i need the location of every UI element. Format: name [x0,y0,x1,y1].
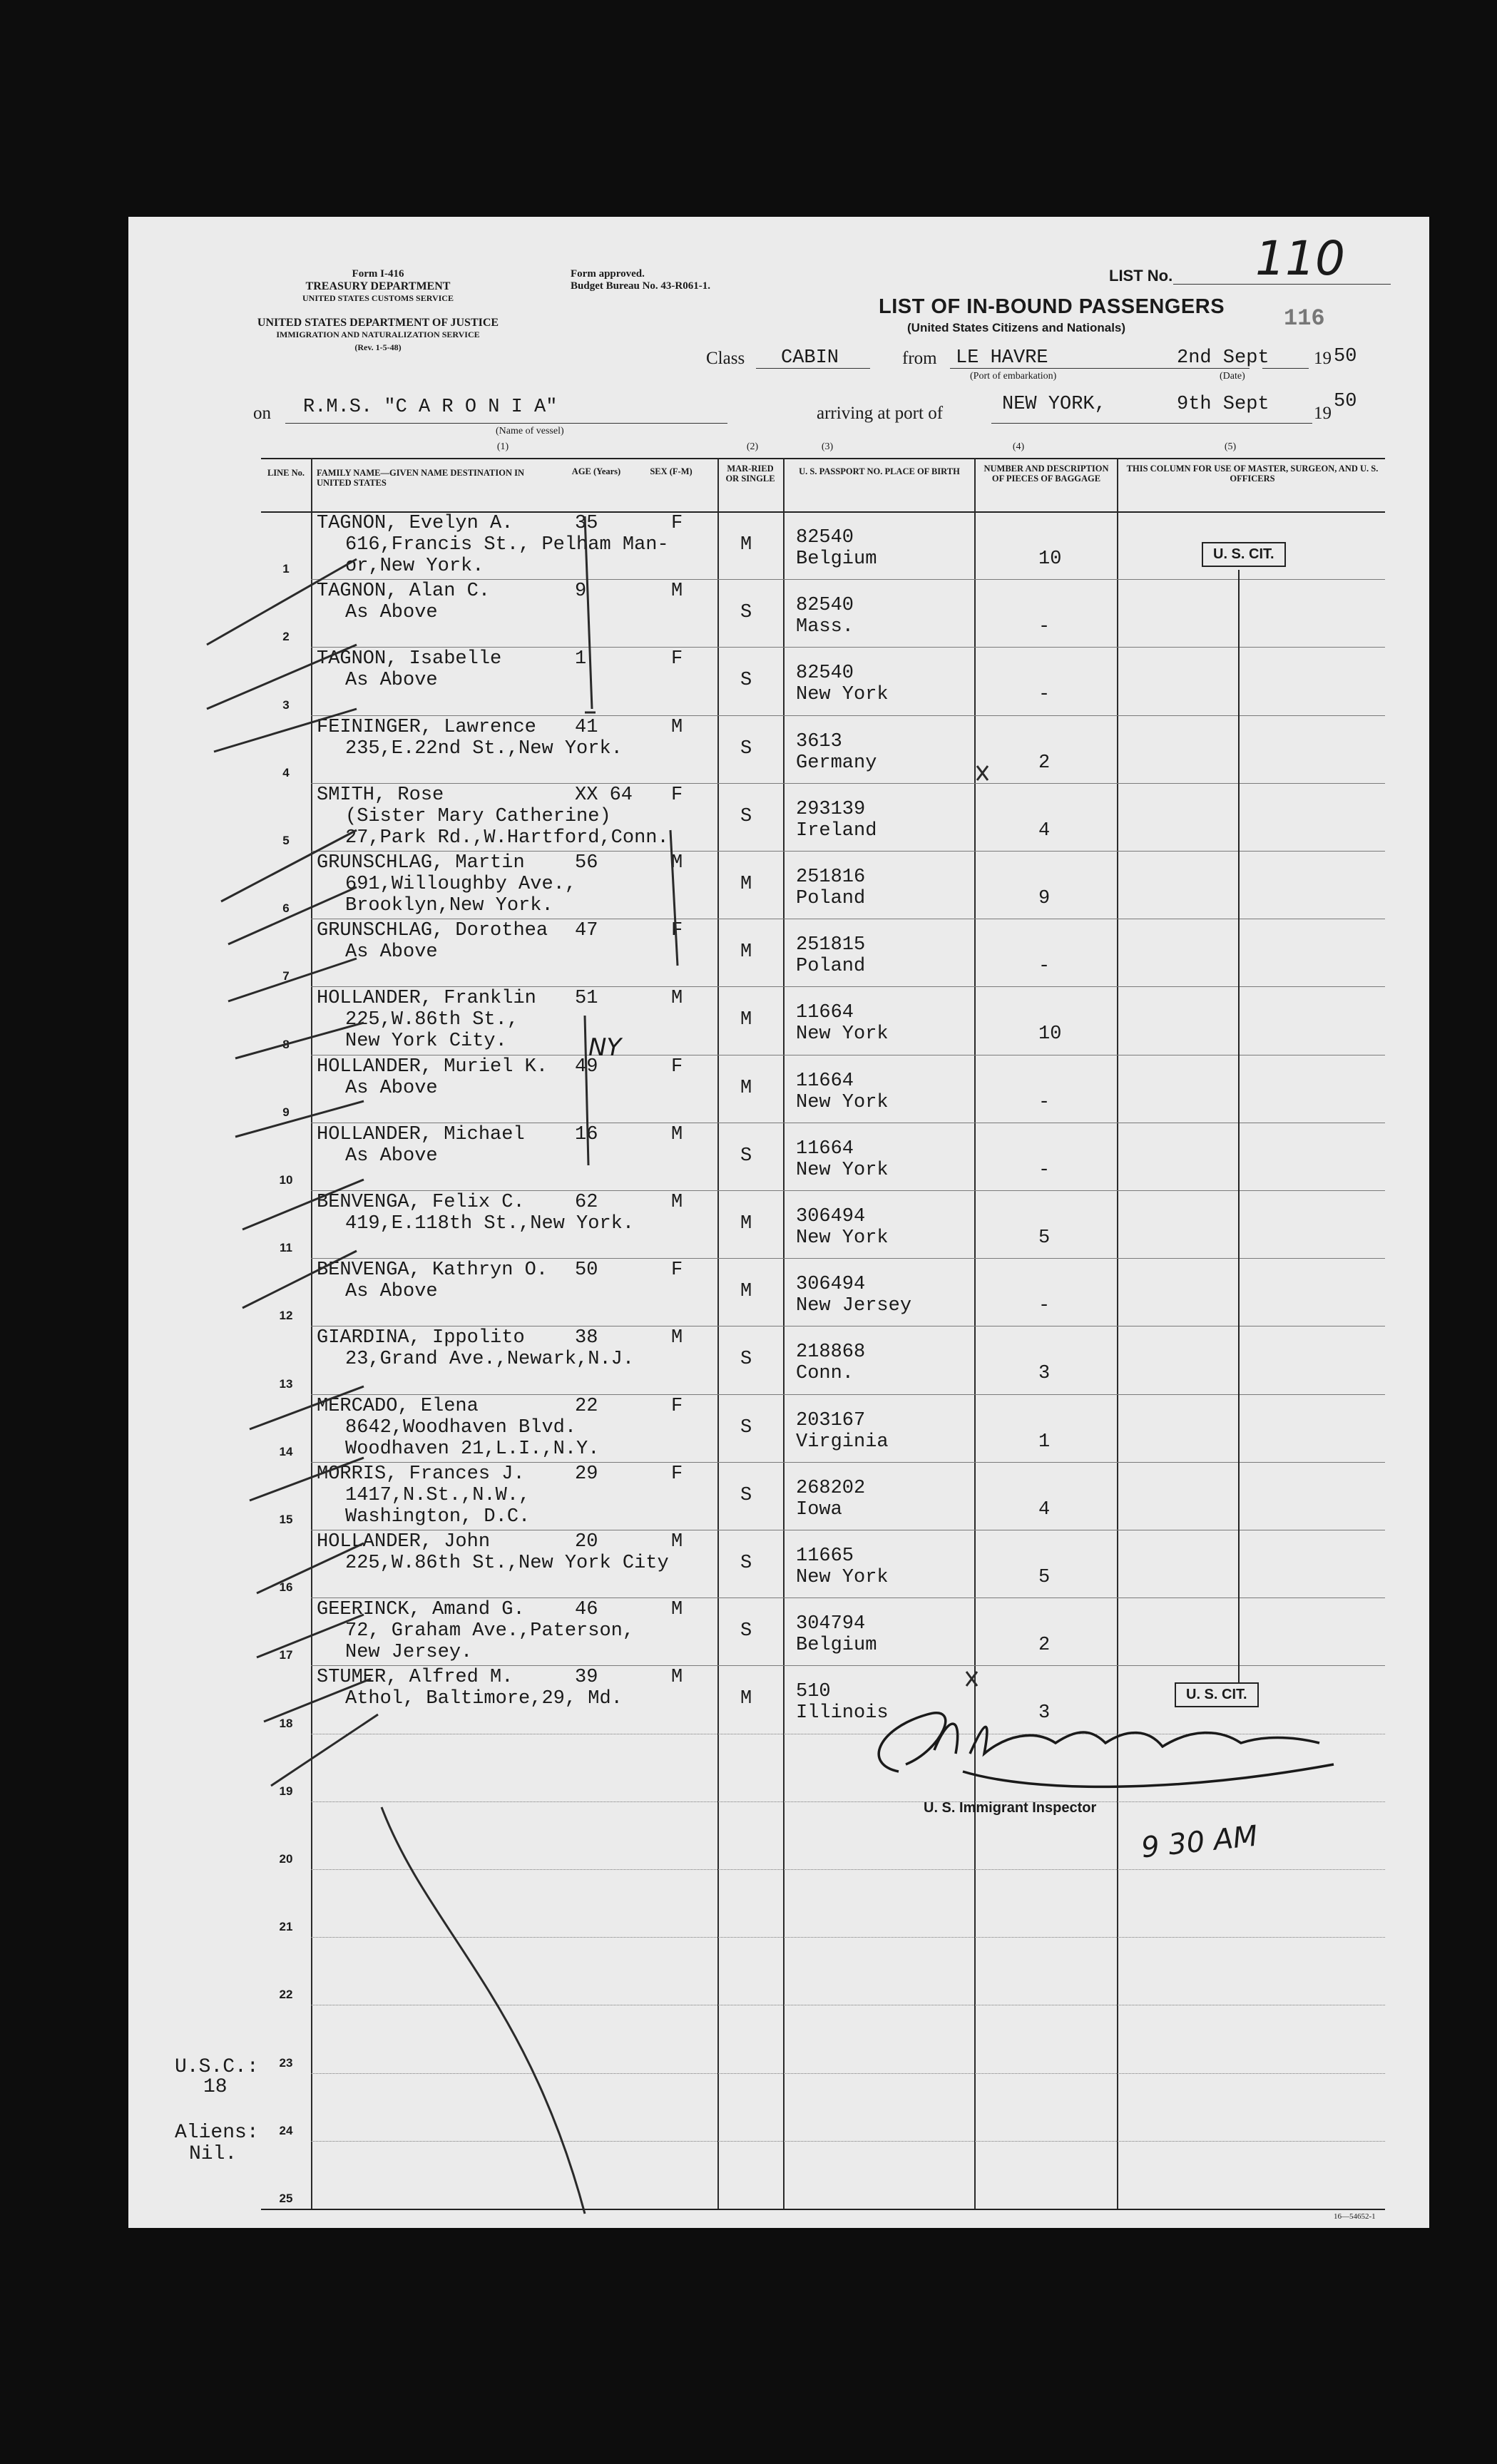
line-number: 20 [279,1852,293,1866]
marital-status: S [740,1349,752,1371]
line-number: 19 [279,1784,293,1798]
passenger-sex: F [671,1395,683,1417]
passenger-address: As Above [345,1281,438,1303]
place-of-birth: New York [796,1159,889,1181]
passport-number: 510 [796,1681,831,1703]
passenger-age: 16 [575,1123,598,1145]
baggage-count: 3 [1038,1702,1051,1724]
col-header-sex: SEX (F-M) [650,466,693,476]
passenger-sex: F [671,648,683,670]
baggage-count: - [1038,616,1051,638]
date-caption: (Date) [1220,371,1245,382]
passenger-name: TAGNON, Evelyn A. [317,513,514,534]
passenger-name: BENVENGA, Felix C. [317,1192,525,1213]
passenger-address: 72, Graham Ave.,Paterson, [345,1620,635,1642]
passenger-name: GEERINCK, Amand G. [317,1599,525,1621]
passenger-age: 56 [575,852,598,874]
col-header-baggage: NUMBER AND DESCRIPTION OF PIECES OF BAGGAGE [983,464,1109,484]
place-of-birth: Belgium [796,1635,877,1657]
passenger-name: GIARDINA, Ippolito [317,1327,525,1349]
passenger-address-2: Washington, D.C. [345,1506,531,1528]
passenger-sex: M [671,988,683,1010]
place-of-birth: Ireland [796,819,877,842]
passenger-age: 29 [575,1463,598,1485]
baggage-count: - [1038,956,1051,978]
marital-status: M [740,1213,752,1234]
marital-status: M [740,1009,752,1031]
place-of-birth: New York [796,1023,889,1046]
place-of-birth: Virginia [796,1431,889,1453]
baggage-count: - [1038,684,1051,706]
marital-status: M [740,1077,752,1099]
col-header-remarks: THIS COLUMN FOR USE OF MASTER, SURGEON, AND U. S. OFFICERS [1126,464,1379,484]
baggage-count: - [1038,1295,1051,1317]
marital-status: M [740,874,752,895]
ny-annotation: NY [588,1033,622,1062]
baggage-count: 4 [1038,819,1051,842]
line-number: 22 [279,1988,293,2002]
baggage-count: 2 [1038,752,1051,774]
passenger-sex: M [671,1192,683,1213]
passenger-sex: M [671,1531,683,1553]
passenger-age: 22 [575,1395,598,1417]
list-no-handwritten: 110 [1255,231,1345,286]
line-number: 17 [279,1648,293,1662]
list-no-label: LIST No. [1109,267,1173,285]
passenger-name: MERCADO, Elena [317,1395,479,1417]
treasury-dept: TREASURY DEPARTMENT [305,280,451,292]
inspector-title: U. S. Immigrant Inspector [924,1800,1097,1816]
passenger-name: FEININGER, Lawrence [317,716,536,738]
list-no-stamped: 116 [1284,305,1325,332]
marital-status: M [740,1688,752,1710]
form-number: Form I-416 [352,268,404,280]
passenger-sex: F [671,920,683,942]
aliens-count: Nil. [189,2143,237,2165]
arrival-port: NEW YORK, [1002,394,1106,415]
place-of-birth: Belgium [796,548,877,570]
passenger-address-2: 27,Park Rd.,W.Hartford,Conn. [345,827,669,849]
passenger-address: 225,W.86th St.,New York City [345,1553,669,1574]
passenger-address: 1417,N.St.,N.W., [345,1484,531,1506]
passenger-address-2: New Jersey. [345,1642,473,1664]
passenger-age: 20 [575,1531,598,1553]
passenger-address: 419,E.118th St.,New York. [345,1213,635,1234]
line-number: 1 [282,562,290,576]
line-number: 9 [282,1105,290,1119]
passenger-name: GRUNSCHLAG, Dorothea [317,920,548,942]
passenger-address-2: or,New York. [345,556,484,577]
passenger-manifest-sheet [128,217,1429,2228]
passenger-address: 691,Willoughby Ave., [345,874,577,895]
usc-label: U.S.C.: [175,2056,259,2078]
line-number: 25 [279,2192,293,2205]
line-number: 16 [279,1580,293,1595]
arriving-label: arriving at port of [817,404,944,423]
line-number: 3 [282,697,290,712]
line-number: 2 [282,630,290,644]
line-number: 6 [282,901,290,916]
passenger-address-2: Woodhaven 21,L.I.,N.Y. [345,1438,600,1460]
column-number: (4) [1012,441,1025,452]
column-number: (2) [746,441,759,452]
class-value: CABIN [781,347,839,369]
line-number: 10 [279,1173,293,1187]
passenger-address: 616,Francis St., Pelham Man- [345,534,669,556]
place-of-birth: Poland [796,888,866,909]
passport-number: 82540 [796,527,854,548]
column-number: (5) [1224,441,1237,452]
passenger-age: 46 [575,1599,598,1621]
passenger-name: HOLLANDER, Michael [317,1123,525,1145]
passenger-address-2: Brooklyn,New York. [345,895,553,916]
baggage-count: 4 [1038,1498,1051,1520]
passenger-age: 1 [575,648,587,670]
passport-number: 251816 [796,867,866,888]
passport-number: 251815 [796,934,866,956]
line-number: 12 [279,1309,293,1323]
marital-status: S [740,737,752,760]
baggage-count: 9 [1038,888,1051,909]
line-number: 8 [282,1037,290,1051]
passenger-address: 23,Grand Ave.,Newark,N.J. [345,1349,635,1371]
passport-number: 3613 [796,730,842,752]
passport-number: 203167 [796,1409,866,1431]
departure-year: 50 [1334,346,1357,367]
passenger-name: HOLLANDER, John [317,1531,491,1553]
line-number: 11 [280,1241,292,1255]
passenger-address: As Above [345,670,438,692]
line-number: 5 [282,834,290,847]
customs-service: UNITED STATES CUSTOMS SERVICE [302,293,454,303]
baggage-count: 1 [1038,1431,1051,1453]
marital-status: S [740,1484,752,1506]
baggage-count: - [1038,1159,1051,1181]
marital-status: M [740,941,752,963]
passenger-address: 235,E.22nd St.,New York. [345,737,623,760]
page-title: LIST OF IN-BOUND PASSENGERS [879,295,1225,318]
place-of-birth: New York [796,1091,889,1113]
from-value: LE HAVRE [956,347,1048,369]
passport-number: 11664 [796,1138,854,1160]
marital-status: S [740,602,752,624]
form-approved: Form approved. [571,268,645,280]
baggage-count: 5 [1038,1227,1051,1249]
passport-number: 11665 [796,1545,854,1567]
baggage-count: 5 [1038,1567,1051,1588]
passenger-name: GRUNSCHLAG, Martin [317,852,525,874]
page-subtitle: (United States Citizens and Nationals) [907,321,1126,334]
passenger-address: As Above [345,1077,438,1099]
vessel-name: R.M.S. "C A R O N I A" [303,397,558,418]
marital-status: S [740,1553,752,1574]
passenger-address: As Above [345,941,438,963]
passenger-name: HOLLANDER, Muriel K. [317,1055,548,1078]
passenger-age: 51 [575,988,598,1010]
passenger-sex: F [671,1463,683,1485]
line-number: 14 [279,1444,293,1458]
inspection-time: 9 30 AM [1140,1819,1260,1865]
marital-status: S [740,670,752,692]
place-of-birth: New York [796,1227,889,1249]
passenger-name: MORRIS, Frances J. [317,1463,525,1485]
marital-status: S [740,1416,752,1438]
col-header-name: FAMILY NAME—GIVEN NAME DESTINATION IN UNITED STATES [317,468,524,488]
baggage-count: 3 [1038,1363,1051,1385]
place-of-birth: Iowa [796,1498,842,1520]
passport-number: 11664 [796,1070,854,1092]
passenger-age: XX 64 [575,784,633,806]
passenger-name: STUMER, Alfred M. [317,1667,514,1689]
passenger-age: 47 [575,920,598,942]
marital-status: S [740,1145,752,1167]
us-citizen-stamp-bottom: U. S. CIT. [1175,1682,1259,1707]
class-label: Class [706,349,745,368]
departure-year-prefix: 19 [1314,349,1332,368]
passport-number: 218868 [796,1341,866,1364]
column-number: (1) [496,441,509,452]
arrival-year: 50 [1334,391,1357,412]
baggage-count: 10 [1038,548,1062,570]
passenger-age: 41 [575,716,598,738]
col-header-passport: U. S. PASSPORT NO. PLACE OF BIRTH [799,466,960,476]
passenger-sex: M [671,852,683,874]
baggage-count: 2 [1038,1635,1051,1657]
passenger-address-2: New York City. [345,1031,507,1053]
passenger-sex: M [671,716,683,738]
place-of-birth: Poland [796,956,866,978]
passport-number: 306494 [796,1274,866,1296]
baggage-count: 10 [1038,1023,1062,1046]
arrival-year-prefix: 19 [1314,404,1332,423]
passenger-address: 8642,Woodhaven Blvd. [345,1416,577,1438]
budget-bureau: Budget Bureau No. 43-R061-1. [571,280,710,292]
place-of-birth: Conn. [796,1363,854,1385]
passenger-sex: F [671,1055,683,1078]
marital-status: S [740,1620,752,1642]
passport-number: 82540 [796,595,854,617]
passenger-name: SMITH, Rose [317,784,444,806]
place-of-birth: Mass. [796,616,854,638]
form-footer-code: 16—54652-1 [1334,2212,1376,2221]
on-label: on [253,404,271,423]
marital-status: S [740,805,752,827]
passenger-address: Athol, Baltimore,29, Md. [345,1688,623,1710]
vessel-caption: (Name of vessel) [496,426,564,436]
place-of-birth: New Jersey [796,1295,912,1317]
place-of-birth: New York [796,1567,889,1588]
passenger-address: As Above [345,602,438,624]
passenger-age: 50 [575,1259,598,1282]
column-number: (3) [821,441,834,452]
passenger-address: As Above [345,1145,438,1167]
line-number: 13 [279,1376,293,1391]
line-number: 18 [279,1716,293,1730]
marital-status: M [740,1281,752,1303]
col-header-married: MAR-RIED OR SINGLE [725,464,775,484]
passenger-sex: F [671,513,683,534]
passenger-age: 38 [575,1327,598,1349]
marital-status: M [740,534,752,556]
passenger-age: 35 [575,513,598,534]
line-number: 15 [279,1513,293,1526]
ins-service: IMMIGRATION AND NATURALIZATION SERVICE [276,329,480,339]
passenger-sex: F [671,784,683,806]
passenger-name: TAGNON, Isabelle [317,648,502,670]
passenger-sex: M [671,1123,683,1145]
passenger-sex: M [671,1599,683,1621]
passenger-address: 225,W.86th St., [345,1009,519,1031]
from-label: from [902,349,937,368]
col-header-age: AGE (Years) [571,466,621,476]
passport-number: 268202 [796,1477,866,1499]
passenger-address: (Sister Mary Catherine) [345,805,611,827]
line-number: 24 [279,2123,293,2137]
passport-number: 82540 [796,663,854,685]
col-header-line-no: LINE No. [267,468,305,478]
us-citizen-stamp-top: U. S. CIT. [1202,542,1286,567]
passenger-name: HOLLANDER, Franklin [317,988,536,1010]
place-of-birth: Illinois [796,1702,889,1724]
passport-number: 293139 [796,798,866,820]
passenger-age: 9 [575,581,587,603]
usc-count: 18 [203,2076,228,2098]
passport-number: 306494 [796,1206,866,1227]
line-number: 7 [282,969,290,983]
passport-number: 11664 [796,1002,854,1024]
line-number: 21 [279,1920,293,1934]
aliens-label: Aliens: [175,2122,259,2144]
departure-date: 2nd Sept [1177,347,1269,369]
passenger-name: TAGNON, Alan C. [317,581,491,603]
place-of-birth: New York [796,684,889,706]
arrival-date: 9th Sept [1177,394,1269,415]
revision-date: (Rev. 1-5-48) [354,342,402,352]
baggage-count: - [1038,1091,1051,1113]
line-number: 4 [282,765,290,779]
passport-number: 304794 [796,1613,866,1635]
passenger-sex: M [671,1327,683,1349]
line-number: 23 [279,2055,293,2070]
passenger-age: 49 [575,1055,598,1078]
passenger-name: BENVENGA, Kathryn O. [317,1259,548,1282]
justice-dept: UNITED STATES DEPARTMENT OF JUSTICE [257,317,499,329]
passenger-age: 39 [575,1667,598,1689]
passenger-age: 62 [575,1192,598,1213]
passenger-sex: M [671,1667,683,1689]
place-of-birth: Germany [796,752,877,774]
passenger-sex: M [671,581,683,603]
port-embarkation-caption: (Port of embarkation) [970,371,1057,382]
passenger-sex: F [671,1259,683,1282]
handwritten-check-marks [128,217,1429,2228]
